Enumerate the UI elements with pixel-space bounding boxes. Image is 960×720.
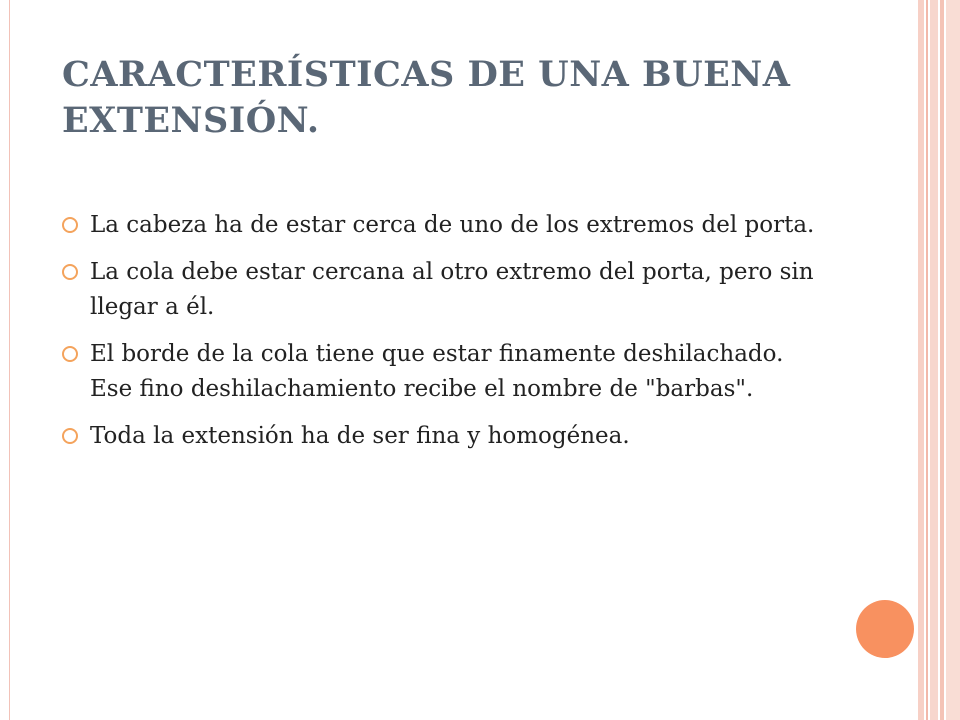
orange-circle-icon [856, 600, 914, 658]
bullet-text: La cola debe estar cercana al otro extremo del porta, pero sin llegar a él. [90, 259, 814, 320]
right-decorative-stripe [940, 0, 944, 720]
bullet-item [62, 419, 822, 454]
circle-outline-icon [62, 428, 78, 444]
bullet-item [62, 208, 822, 243]
bullet-item [62, 337, 822, 407]
bullet-text: La cabeza ha de estar cerca de uno de los extremos del porta. [90, 212, 815, 238]
bullet-text: Toda la extensión ha de ser fina y homogénea. [90, 423, 630, 449]
bullet-list [62, 208, 822, 466]
slide-title: CARACTERÍSTICAS DE UNA BUENA EXTENSIÓN. [62, 54, 791, 141]
circle-outline-icon [62, 264, 78, 280]
bullet-text: El borde de la cola tiene que estar finamente deshilachado. Ese fino deshilachamiento recibe el nombre de "barbas". [90, 341, 784, 402]
right-decorative-stripe [930, 0, 938, 720]
left-frame-line [9, 0, 10, 720]
right-decorative-stripe [926, 0, 928, 720]
bullet-item [62, 255, 822, 325]
right-decorative-stripe [946, 0, 960, 720]
right-decorative-stripe [918, 0, 924, 720]
circle-outline-icon [62, 217, 78, 233]
circle-outline-icon [62, 346, 78, 362]
